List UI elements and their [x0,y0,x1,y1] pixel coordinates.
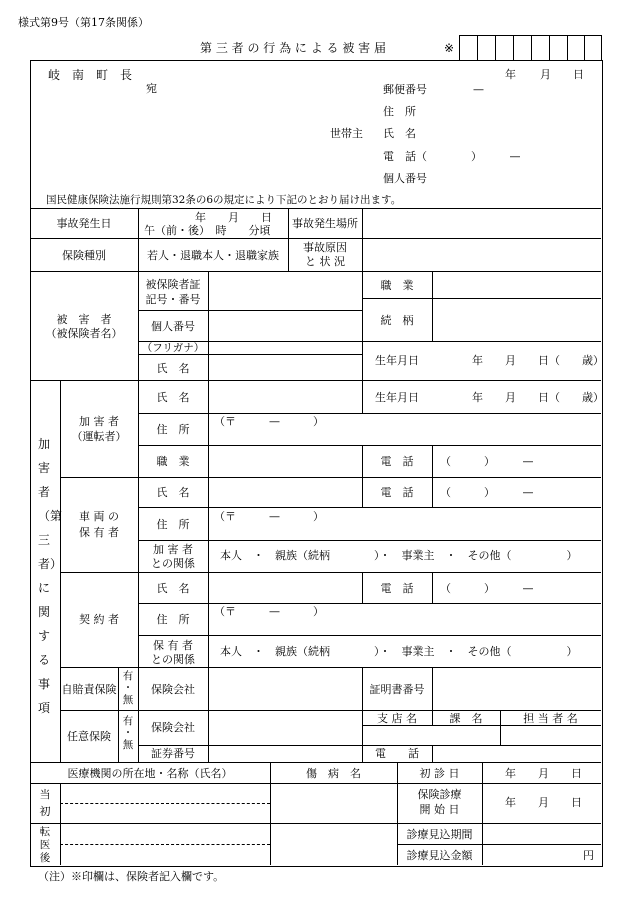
insurer-mark: ※ [444,41,455,55]
initial-label-1: 当 [39,788,51,801]
vehicle-owner-address-value: （〒 — ） [214,510,324,523]
transfer-label-2: 医 [39,839,51,851]
treatment-period-label: 診療見込期間 [406,828,473,841]
date-year: 年 [505,68,516,81]
voluntary-dot: ・ [122,727,134,739]
initial-label-2: 初 [39,805,51,818]
person-in-charge-label: 担 当 者 名 [523,712,578,725]
victim-label-1: 被 害 者 [56,313,112,326]
voluntary-insurance-label: 任意保険 [67,730,111,743]
accident-cause-label-1: 事故原因 [303,241,347,254]
transfer-label-1: 転 [39,826,51,838]
contractor-name-label: 氏 名 [156,582,190,595]
victim-occupation-label: 職 業 [380,279,414,292]
contractor-relation-label-1: 保 有 者 [153,639,193,652]
offender-label-2: （運転者） [71,430,127,443]
offender-name-label: 氏 名 [156,391,190,404]
contractor-phone-value: （ ） — [440,582,534,595]
accident-date-label: 事故発生日 [56,217,112,230]
offender-occupation-label: 職 業 [156,455,190,468]
vehicle-owner-relation-label-2: との関係 [151,557,195,570]
victim-furigana-label: （フリガナ） [141,342,205,354]
form-title: 第 三 者 の 行 為 に よ る 被 害 届 [200,41,386,55]
victim-name-label: 氏 名 [156,362,190,375]
date-day: 日 [573,68,584,81]
disease-name-label: 傷 病 名 [306,767,361,780]
accident-place-label: 事故発生場所 [292,217,358,230]
certificate-number-label: 証明書番号 [369,683,425,696]
offender-birth-label: 生年月日 [375,391,419,404]
contractor-label: 契 約 者 [79,613,119,626]
form-number: 様式第9号（第17条関係） [18,16,149,29]
insurance-start-value: 年 月 日 [505,796,582,809]
compulsory-no: 無 [122,694,134,706]
medical-institution-label: 医療機関の所在地・名称（氏名） [67,767,233,780]
statement: 国民健康保険法施行規則第32条の6の規定により下記のとおり届け出ます。 [46,194,402,206]
victim-cert-label-2: 記号・番号 [145,293,201,306]
offender-phone-value: （ ） — [440,455,534,468]
contractor-address-label: 住 所 [156,613,190,626]
voluntary-yes: 有 [122,715,134,727]
victim-birth-label: 生年月日 [375,354,419,367]
vehicle-owner-label-1: 車 両 の [79,510,119,523]
footnote: （注）※印欄は、保険者記入欄です。 [38,870,225,883]
compulsory-company-label: 保険会社 [151,683,195,696]
date-month: 月 [540,68,551,81]
section-name-label: 課 名 [449,712,483,725]
branch-name-label: 支 店 名 [377,712,417,725]
addressee-suffix: 宛 [146,82,157,95]
accident-date-bottom: 午（前・後） 時 分頃 [144,224,271,237]
contractor-phone-label: 電 話 [380,582,414,595]
victim-relation-label: 続 柄 [380,314,414,327]
victim-cert-label-1: 被保険者証 [145,278,201,291]
offender-label-1: 加 害 者 [79,415,119,428]
vehicle-owner-relation-value: 本人 ・ 親族（続柄 ）・ 事業主 ・ その他（ ） [220,549,578,562]
compulsory-yes: 有 [122,670,134,682]
applicant-my-number-label: 個人番号 [383,172,427,185]
contractor-address-value: （〒 — ） [214,605,324,618]
compulsory-dot: ・ [122,682,134,694]
first-visit-label: 初 診 日 [419,767,460,780]
postal-label: 郵便番号 [383,83,427,96]
insurance-type-label: 保険種別 [62,249,106,262]
victim-label-2: （被保険者名） [45,327,123,340]
victim-birth-value: 年 月 日（ 歳） [472,354,604,367]
amount-unit: 円 [583,849,594,862]
offender-section-label: 加害者（第三者）に関する事項 [38,437,63,715]
offender-address-label: 住 所 [156,423,190,436]
vehicle-owner-label-2: 保 有 者 [79,526,119,539]
offender-address-value: （〒 — ） [214,415,324,428]
insurance-start-label-2: 開 始 日 [419,803,460,816]
applicant-name-label: 氏 名 [383,127,416,140]
first-visit-value: 年 月 日 [505,767,582,780]
postal-dash: — [473,83,484,96]
accident-cause-label-2: と 状 況 [305,255,345,268]
offender-phone-label: 電 話 [380,455,414,468]
voluntary-no: 無 [122,739,134,751]
policy-number-label: 証券番号 [151,747,195,760]
accident-date-top: 年 月 日 [195,211,272,224]
compulsory-insurance-label: 自賠責保険 [61,683,117,696]
vehicle-owner-address-label: 住 所 [156,518,190,531]
treatment-amount-label: 診療見込金額 [406,849,473,862]
vehicle-owner-phone-value: （ ） — [440,486,534,499]
vehicle-owner-phone-label: 電 話 [380,486,414,499]
vehicle-owner-relation-label-1: 加 害 者 [153,543,193,556]
insurance-phone-label: 電 話 [375,747,419,760]
vehicle-owner-name-label: 氏 名 [156,486,190,499]
addressee-town: 岐 南 町 長 [48,68,133,82]
victim-my-number-label: 個人番号 [151,320,195,333]
applicant-phone-label: 電 話（ ） — [383,150,521,163]
householder-label: 世帯主 [330,127,363,140]
insurance-start-label-1: 保険診療 [417,788,462,801]
transfer-label-3: 後 [39,852,51,864]
voluntary-company-label: 保険会社 [151,721,195,734]
contractor-relation-value: 本人 ・ 親族（続柄 ）・ 事業主 ・ その他（ ） [220,645,578,658]
insurance-type-options: 若人・退職本人・退職家族 [147,249,279,262]
applicant-address-label: 住 所 [383,105,416,118]
contractor-relation-label-2: との関係 [151,653,195,666]
offender-birth-value: 年 月 日（ 歳） [472,391,604,404]
